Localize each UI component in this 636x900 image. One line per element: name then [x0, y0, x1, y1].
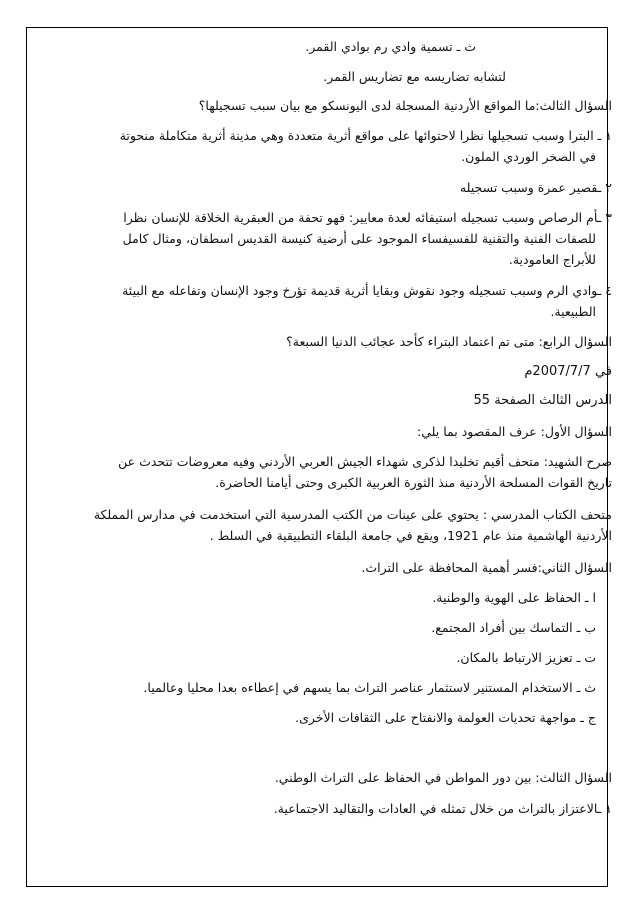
lesson-title: الدرس الثالث الصفحة 55 [473, 393, 612, 408]
q3-item-3-line-3: للأبراج العامودية. [508, 252, 596, 267]
q2-item-e: ج ـ مواجهة تحديات العولمة والانفتاح على الثقافات الأخرى. [295, 710, 596, 725]
definition-1-line-2: تاريخ القوات المسلحة الأردنية منذ الثورة العربية الكبرى وحتى أيامنا الحاضرة. [215, 475, 612, 490]
question-3b-heading: السؤال الثالث: بين دور المواطن في الحفاظ على التراث الوطني. [274, 770, 612, 785]
q3-item-4-line-1: ٤ ـوادي الرم وسبب تسجيله وجود نقوش وبقايا أثرية قديمة تؤرخ وجود الإنسان وتفاعله مع البيئة [122, 283, 612, 298]
question-3-heading: السؤال الثالث:ما المواقع الأردنية المسجلة لدى اليونسكو مع بيان سبب تسجيلها؟ [198, 98, 612, 113]
definition-1-line-1: صرح الشهيد: متحف أقيم تخليدا لذكرى شهداء الجيش العربي الأردني وفيه معروضات تتحدث عن [118, 454, 612, 469]
q3-item-3-line-2: للصفات الفنية والتقنية للفسيفساء الموجود على أرضية كنيسة القديس اسطفان، ومثال كامل [122, 231, 596, 246]
definition-2-line-2: الأردنية الهاشمية منذ عام 1921، ويقع في جامعة البلقاء التطبيقية في السلط . [209, 528, 612, 543]
q3-item-4-line-2: الطبيعية. [550, 304, 596, 319]
question-1-heading: السؤال الأول: عرف المقصود بما يلي: [416, 424, 612, 439]
question-4-heading: السؤال الرابع: متى تم اعتماد البتراء كأحد عجائب الدنيا السبعة؟ [286, 334, 612, 349]
q3-item-1-line-2: في الصخر الوردي الملون. [461, 149, 596, 164]
question-2-heading: السؤال الثاني:فسر أهمية المحافظة على التراث. [361, 560, 612, 575]
q2-item-b: ب ـ التماسك بين أفراد المجتمع. [431, 620, 596, 635]
q3-item-2: ٢ ـقصير عمرة وسبب تسجيله [459, 180, 612, 195]
q3-item-1-line-1: ١ ـ البترا وسبب تسجيلها نظرا لاحتوائها على مواقع أثرية متعددة وهي مدينة أثرية متكاملة منحوتة [119, 128, 612, 143]
definition-2-line-1: متحف الكتاب المدرسي : يحتوي على عينات من الكتب المدرسية التي استخدمت في مدارس المملكة [93, 507, 612, 522]
q2-item-a: ا ـ الحفاظ على الهوية والوطنية. [432, 590, 596, 605]
q2-item-c: ت ـ تعزيز الارتباط بالمكان. [456, 650, 596, 665]
reason-text: لتشابه تضاريسه مع تضاريس القمر. [323, 69, 506, 84]
q2-item-d: ث ـ الاستخدام المستنير لاستثمار عناصر التراث بما يسهم في إعطاءه بعدا محليا وعالميا. [143, 680, 596, 695]
q3-item-3-line-1: ٣ ـأم الرصاص وسبب تسجيله استيفائه لعدة معايير: فهو تحفة من العبقرية الخلاقة للإنسان نظرا [123, 210, 612, 225]
q4-answer: في 2007/7/7م [524, 364, 612, 379]
item-tha: ث ـ تسمية وادي رم بوادي القمر. [305, 39, 476, 54]
q3b-item-1: ١ ـالاعتزاز بالتراث من خلال تمثله في العادات والتقاليد الاجتماعية. [273, 801, 612, 816]
